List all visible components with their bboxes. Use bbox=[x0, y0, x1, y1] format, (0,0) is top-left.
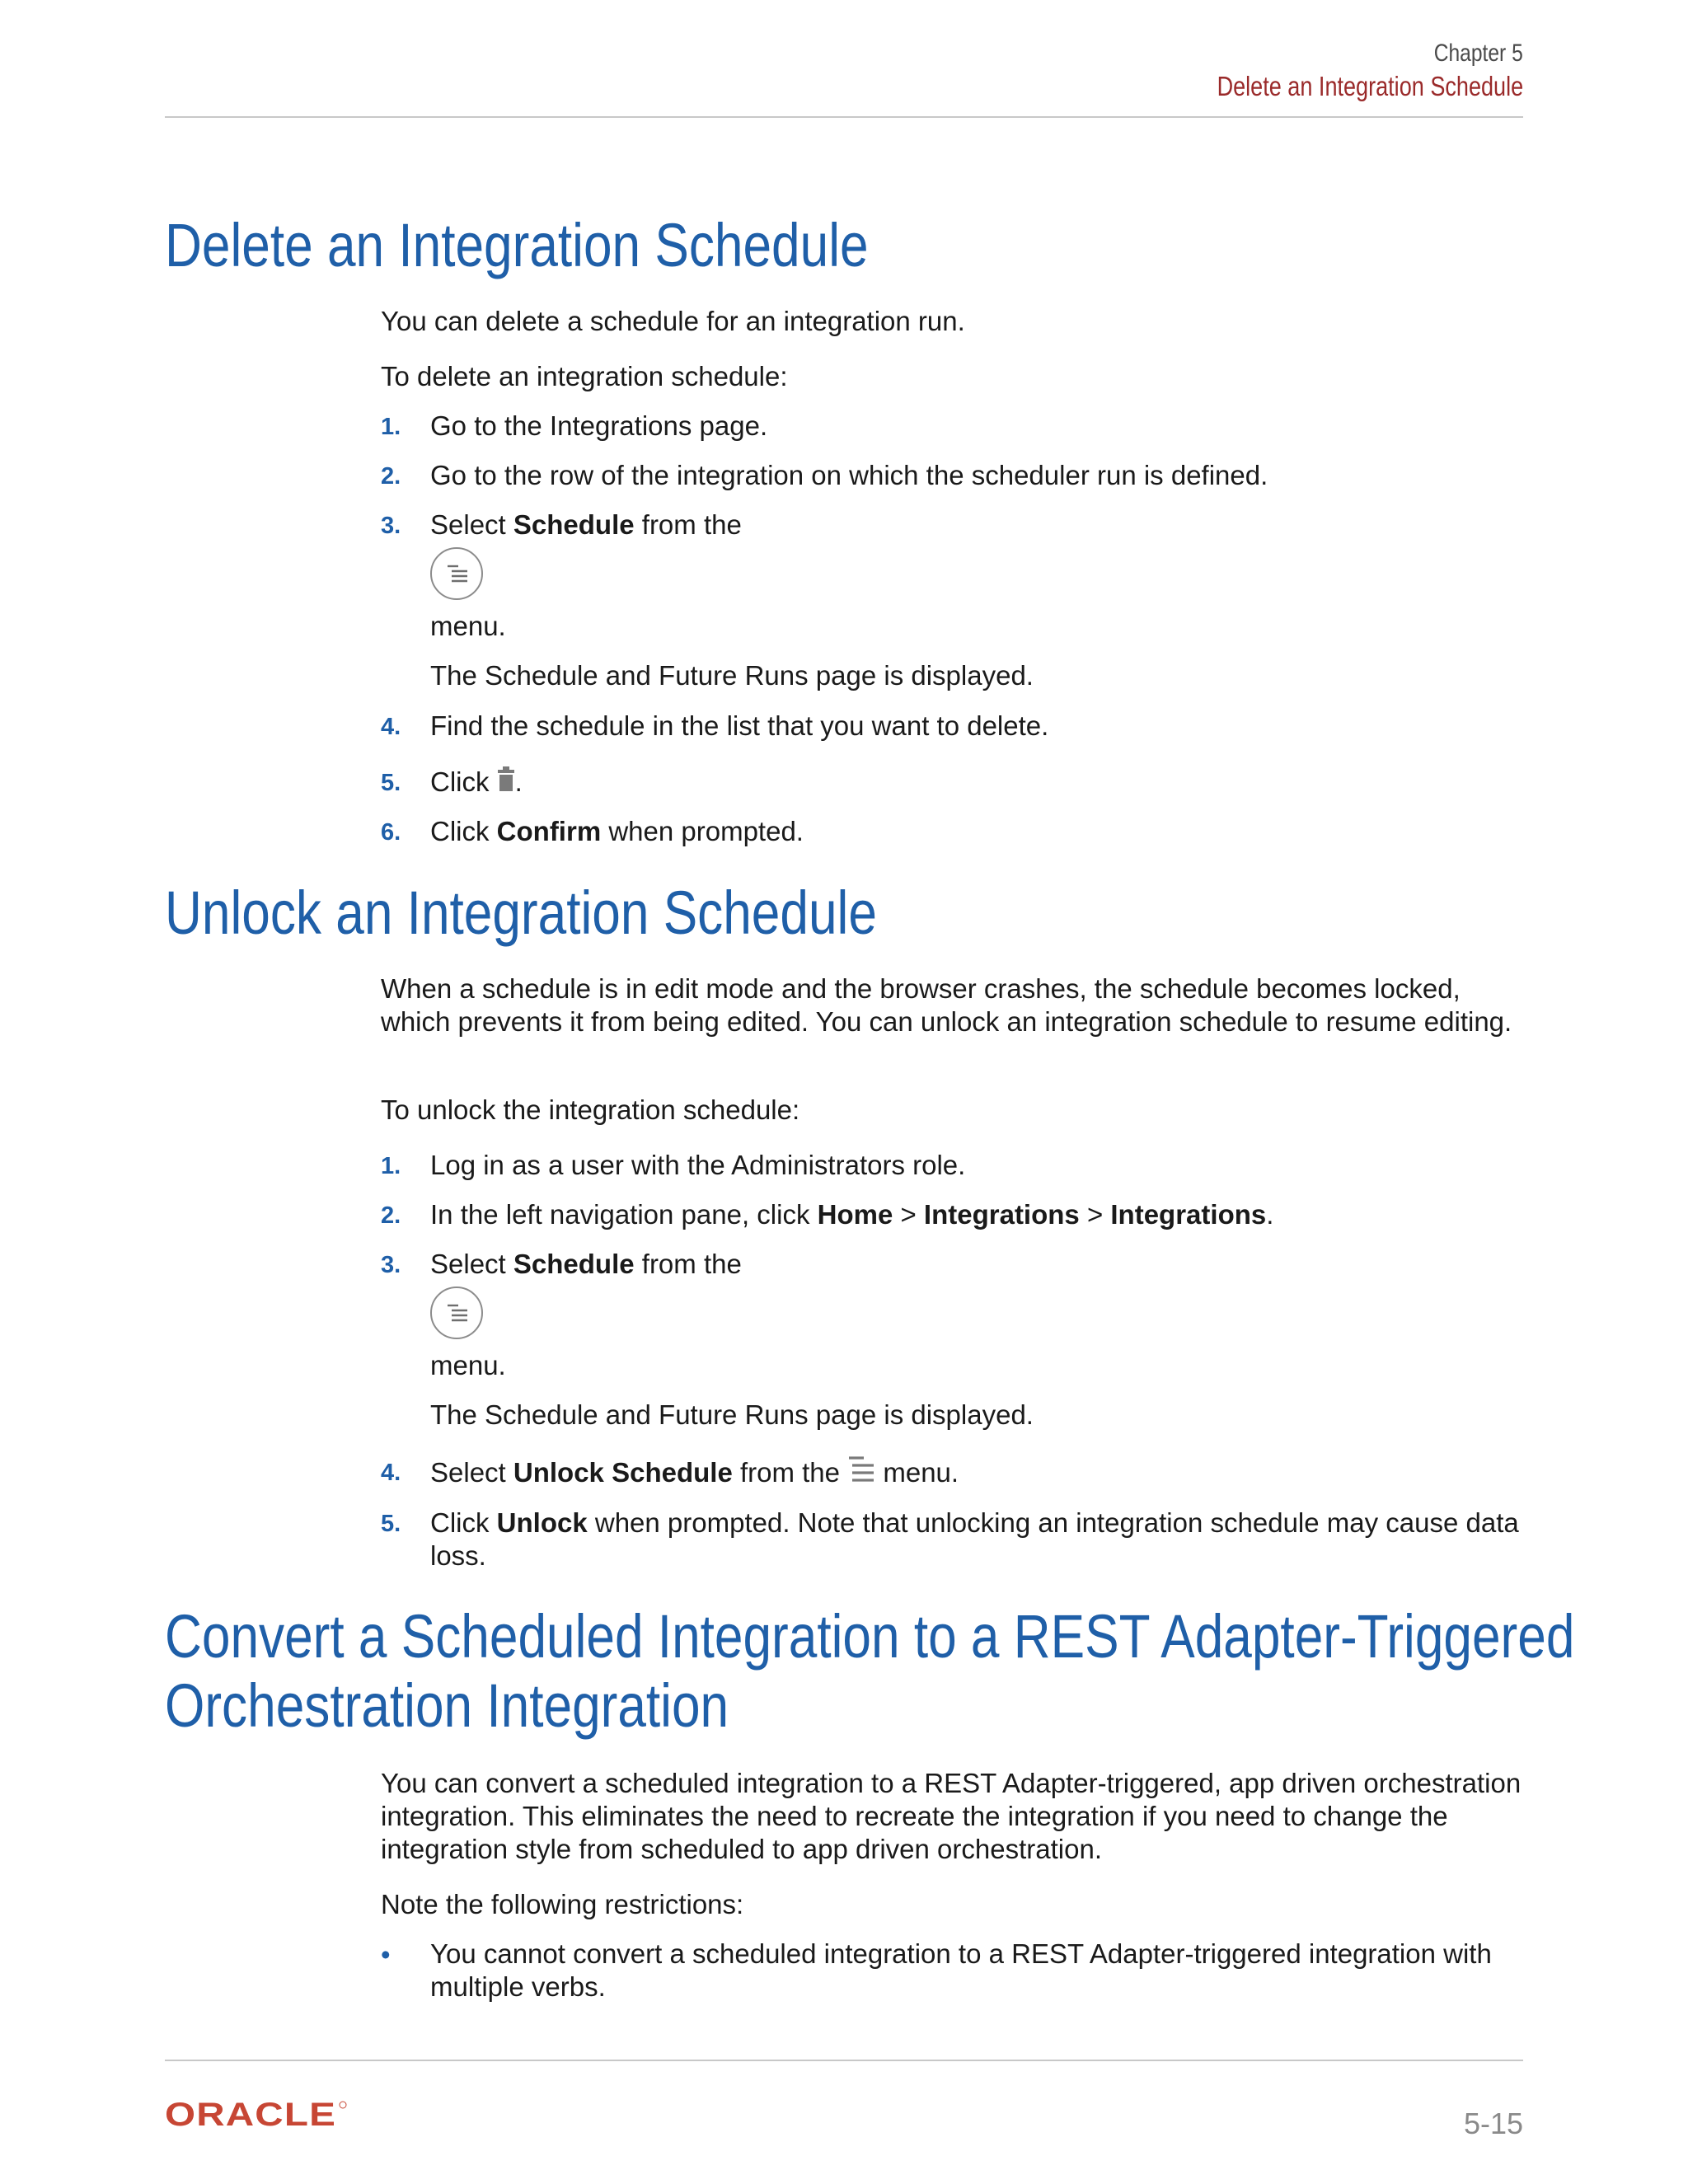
delete-step-3-menu: menu. bbox=[430, 611, 506, 641]
step-number: 5. bbox=[381, 770, 401, 796]
convert-lead: Note the following restrictions: bbox=[381, 1889, 744, 1919]
delete-step-5: Click . bbox=[430, 766, 1526, 800]
step-number: 5. bbox=[381, 1511, 401, 1537]
step-number: 3. bbox=[381, 1252, 401, 1278]
unlock-step-4: Select Unlock Schedule from the menu. bbox=[430, 1455, 1526, 1493]
section-title-unlock: Unlock an Integration Schedule bbox=[165, 879, 877, 947]
running-header-section: Delete an Integration Schedule bbox=[1217, 71, 1523, 101]
section-title-convert-line2: Orchestration Integration bbox=[165, 1671, 729, 1740]
running-header-chapter: Chapter 5 bbox=[1433, 40, 1523, 67]
page-number: 5-15 bbox=[1463, 2107, 1523, 2140]
hamburger-menu-icon[interactable] bbox=[430, 1286, 483, 1339]
step-number: 4. bbox=[381, 1460, 401, 1486]
step-number: 6. bbox=[381, 819, 401, 846]
step-number: 4. bbox=[381, 714, 401, 740]
step-number: 1. bbox=[381, 414, 401, 440]
section-title-delete: Delete an Integration Schedule bbox=[165, 211, 869, 279]
convert-restriction-1: You cannot convert a scheduled integration to a REST Adapter-triggered integration with multiple verbs. bbox=[430, 1938, 1492, 2002]
convert-intro: You can convert a scheduled integration to a REST Adapter-triggered, app driven orchestration integration. This eliminates the need to recreate the integration if you need to change the integration style from scheduled to app driven orchestration. bbox=[381, 1768, 1522, 1864]
bullet-mark: • bbox=[381, 1939, 391, 1970]
delete-intro: You can delete a schedule for an integration run. bbox=[381, 306, 965, 336]
unlock-lead: To unlock the integration schedule: bbox=[381, 1094, 800, 1125]
header-rule bbox=[165, 116, 1523, 118]
step-number: 2. bbox=[381, 1202, 401, 1229]
step-number: 1. bbox=[381, 1153, 401, 1179]
delete-step-4: Find the schedule in the list that you want to delete. bbox=[430, 710, 1049, 741]
unlock-step-3-result: The Schedule and Future Runs page is displayed. bbox=[430, 1399, 1034, 1430]
unlock-step-2: In the left navigation pane, click Home > Integrations > Integrations. bbox=[430, 1199, 1274, 1230]
delete-step-6: Click Confirm when prompted. bbox=[430, 816, 804, 846]
unlock-step-3: Select Schedule from the bbox=[430, 1249, 742, 1279]
unlock-step-1: Log in as a user with the Administrators role. bbox=[430, 1150, 966, 1180]
delete-step-3: Select Schedule from the bbox=[430, 509, 742, 540]
unlock-intro: When a schedule is in edit mode and the browser crashes, the schedule becomes locked, which prevents it from being edited. You can unlock an integration schedule to resume editing. bbox=[381, 973, 1512, 1037]
svg-text:ORACLE: ORACLE bbox=[165, 2100, 336, 2128]
hamburger-menu-icon[interactable] bbox=[430, 547, 483, 600]
delete-step-3-result: The Schedule and Future Runs page is displayed. bbox=[430, 660, 1034, 691]
trash-icon[interactable] bbox=[497, 766, 515, 800]
delete-step-2: Go to the row of the integration on which the scheduler run is defined. bbox=[430, 460, 1268, 490]
unlock-step-3-menu: menu. bbox=[430, 1350, 506, 1380]
delete-step-1: Go to the Integrations page. bbox=[430, 410, 768, 441]
hamburger-menu-icon[interactable] bbox=[847, 1455, 875, 1493]
footer-rule bbox=[165, 2060, 1523, 2061]
step-number: 2. bbox=[381, 463, 401, 490]
step-number: 3. bbox=[381, 513, 401, 539]
unlock-step-5: Click Unlock when prompted. Note that unlocking an integration schedule may cause data loss. bbox=[430, 1507, 1519, 1571]
delete-lead: To delete an integration schedule: bbox=[381, 361, 788, 391]
oracle-logo bbox=[165, 2100, 348, 2132]
section-title-convert-line1: Convert a Scheduled Integration to a REST Adapter-Triggered bbox=[165, 1602, 1575, 1671]
